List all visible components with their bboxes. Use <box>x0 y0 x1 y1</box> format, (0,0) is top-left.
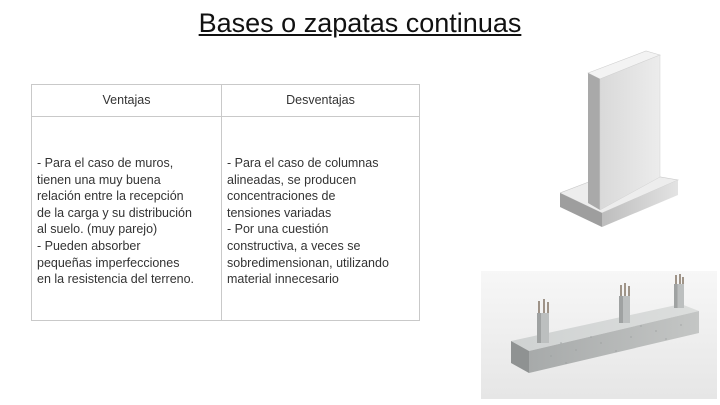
strip-footing-with-rebar-columns-illustration <box>481 271 717 399</box>
desventajas-line: sobredimensionan, utilizando <box>227 255 389 270</box>
ventajas-line: al suelo. (muy parejo) <box>37 222 158 237</box>
desventajas-line: material innecesario <box>227 272 339 287</box>
table-header-row <box>32 85 420 117</box>
concrete-wall-on-strip-footing-illustration <box>560 45 680 250</box>
ventajas-line: pequeñas imperfecciones <box>37 255 180 270</box>
desventajas-line: alineadas, se producen <box>227 172 357 187</box>
ventajas-line: - Pueden absorber <box>37 238 141 253</box>
header-desventajas: Desventajas <box>222 85 420 117</box>
ventajas-line: tienen una muy buena <box>37 172 161 187</box>
ventajas-line: en la resistencia del terreno. <box>37 272 195 287</box>
cell-desventajas <box>222 117 420 321</box>
desventajas-line: - Para el caso de columnas <box>227 156 379 170</box>
cell-ventajas <box>32 117 222 321</box>
desventajas-line: - Por una cuestión <box>227 222 329 237</box>
comparison-table <box>31 84 420 321</box>
desventajas-line: tensiones variadas <box>227 205 332 220</box>
desventajas-line: constructiva, a veces se <box>227 238 361 253</box>
ventajas-line: de la carga y su distribución <box>37 205 192 220</box>
header-ventajas: Ventajas <box>32 85 222 117</box>
ventajas-line: relación entre la recepción <box>37 189 184 204</box>
slide-title: Bases o zapatas continuas <box>198 8 522 38</box>
table-row <box>32 117 420 321</box>
desventajas-line: concentraciones de <box>227 189 336 204</box>
ventajas-line: - Para el caso de muros, <box>37 156 174 170</box>
